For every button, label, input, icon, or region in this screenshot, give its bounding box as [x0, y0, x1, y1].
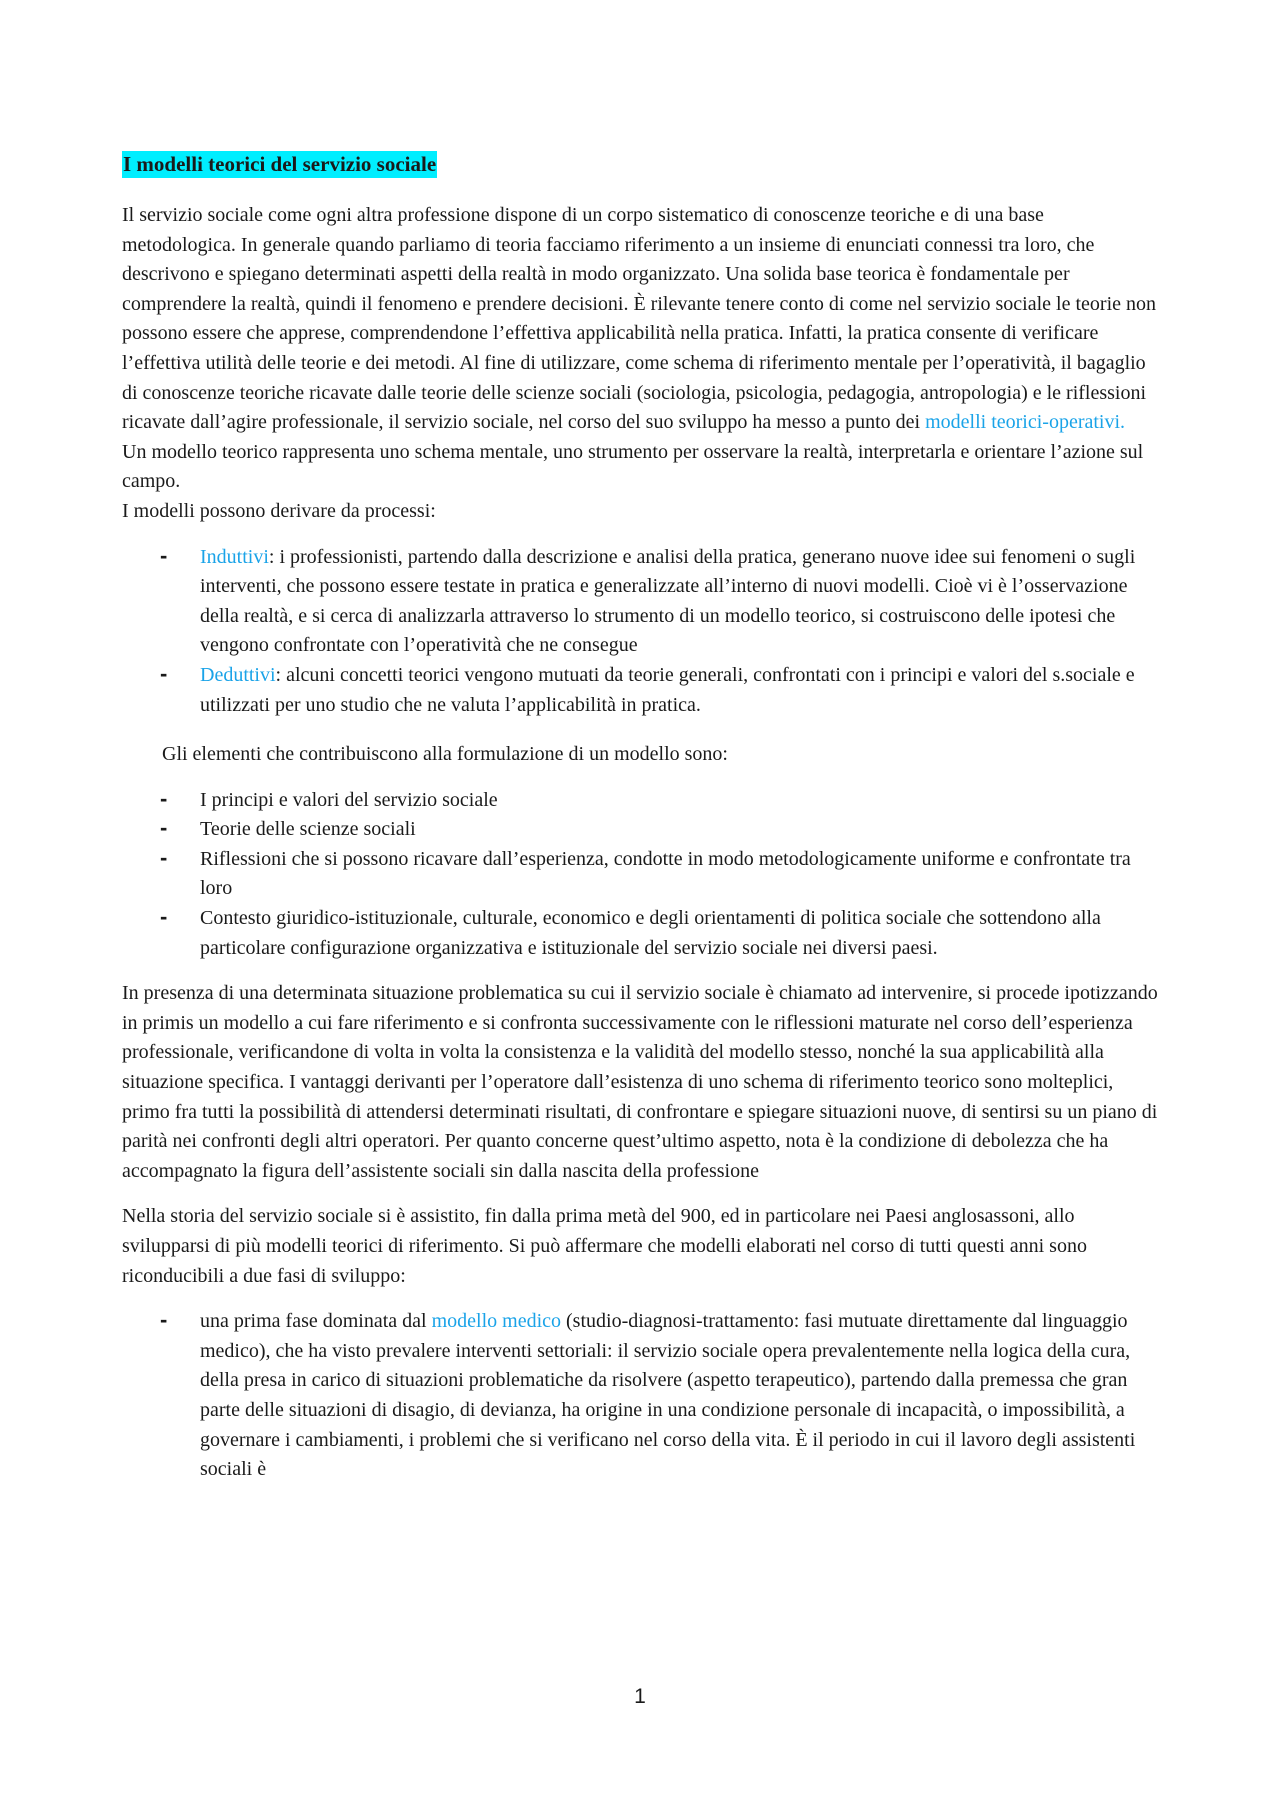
problem-paragraph: In presenza di una determinata situazione problematica su cui il servizio sociale è chiamato ad intervenire, si procede ipotizzando in primis un modello a cui fare riferimento e si confronta successivamente con le riflessioni maturate nel corso dell’esperienza professionale, verificandone di volta in volta la consistenza e la validità del modello stesso, nonché la sua applicabilità alla situazione specifica. I vantaggi derivanti per l’operatore dall’esistenza di uno schema di riferimento teorico sono molteplici, primo fra tutti la possibilità di attendersi determinati risultati, di confrontare e spiegare situazioni nuove, di sentirsi su un piano di parità nei confronti degli altri operatori. Per quanto concerne quest’ultimo aspetto, nota è la condizione di debolezza che ha accompagnato la figura dell’assistente sociali sin dalla nascita della professione — [122, 982, 1158, 1182]
list-item — [160, 904, 1162, 963]
list-item — [160, 542, 1162, 661]
dash-bullet: - — [160, 815, 168, 841]
dash-bullet: - — [160, 844, 168, 870]
list-item — [160, 815, 1162, 845]
element-text: Contesto giuridico-istituzionale, culturale, economico e degli orientamenti di politica sociale che sottendono alla particolare configurazione organizzativa e istituzionale del servizio sociale nei diversi paesi. — [200, 907, 1101, 959]
processes-intro: I modelli possono derivare da processi: — [122, 499, 436, 522]
intro-paragraph — [122, 201, 1162, 438]
page-number: 1 — [634, 1685, 646, 1708]
section-title — [122, 150, 437, 179]
element-text: I principi e valori del servizio sociale — [200, 788, 498, 811]
phase-text-before: una prima fase dominata dal — [200, 1310, 432, 1333]
list-item — [160, 660, 1162, 720]
process-description: : i professionisti, partendo dalla descrizione e analisi della pratica, generano nuove idee sui fenomeni o sugli interventi, che possono essere testate in pratica e generalizzate all’interno di nuovi modelli. Cioè vi è l’osservazione della realtà, e si cerca di analizzarla attraverso lo strumento di un modello teorico, si costruiscono delle ipotesi che vengono confrontate con l’operatività che ne consegue — [200, 545, 1136, 657]
processes-list — [122, 543, 1162, 721]
dash-bullet: - — [160, 660, 168, 686]
intro-highlight-term: modelli teorici-operativi. — [925, 411, 1126, 434]
list-item — [160, 844, 1162, 904]
elements-list — [122, 786, 1162, 964]
process-term: Induttivi — [200, 545, 269, 568]
page-content — [122, 150, 1162, 1485]
process-term: Deduttivi — [200, 663, 276, 686]
elements-intro: Gli elementi che contribuiscono alla formulazione di un modello sono: — [162, 743, 728, 766]
dash-bullet: - — [160, 1307, 168, 1333]
list-item — [160, 1307, 1162, 1485]
dash-bullet: - — [160, 542, 168, 568]
process-description: : alcuni concetti teorici vengono mutuati da teorie generali, confrontati con i principi e valori del s.sociale e utilizzati per uno studio che ne valuta l’applicabilità in pratica. — [200, 663, 1135, 716]
model-definition-paragraph: Un modello teorico rappresenta uno schema mentale, uno strumento per osservare la realtà, interpretarla e orientare l’azione sul campo. — [122, 440, 1144, 493]
phase-text-after: (studio-diagnosi-trattamento: fasi mutuate direttamente dal linguaggio medico), che ha visto prevalere interventi settoriali: il servizio sociale opera prevalentemente nella logica della cura, della presa in carico di situazioni problematiche da risolvere (aspetto terapeutico), partendo dalla premessa che gran parte delle situazioni di disagio, di devianza, ha origine in una condizione personale di incapacità, o impossibilità, a governare i cambiamenti, i problemi che si verificano nel corso della vita. È il periodo in cui il lavoro degli assistenti sociali è — [200, 1310, 1136, 1481]
list-item — [160, 785, 1162, 816]
intro-text: Il servizio sociale come ogni altra professione dispone di un corpo sistematico di conoscenze teoriche e di una base metodologica. In generale quando parliamo di teoria facciamo riferimento a un insieme di enunciati connessi tra loro, che descrivono e spiegano determinati aspetti della realtà in modo organizzato. Una solida base teorica è fondamentale per comprendere la realtà, quindi il fenomeno e prendere decisioni. È rilevante tenere conto di come nel servizio sociale le teorie non possono essere che apprese, comprendendone l’effettiva applicabilità nella pratica. Infatti, la pratica consente di verificare l’effettiva utilità delle teorie e dei metodi. Al fine di utilizzare, come schema di riferimento mentale per l’operatività, il bagaglio di conoscenze teoriche ricavate dalle teorie delle scienze sociali (sociologia, psicologia, pedagogia, antropologia) e le riflessioni ricavate dall’agire professionale, il servizio sociale, nel corso del suo sviluppo ha messo a punto dei — [122, 204, 1157, 434]
phases-list — [122, 1307, 1162, 1485]
section-title-highlight: I modelli teorici del servizio sociale — [123, 152, 437, 176]
history-paragraph: Nella storia del servizio sociale si è assistito, fin dalla prima metà del 900, ed in particolare nei Paesi anglosassoni, allo svilupparsi di più modelli teorici di riferimento. Si può affermare che modelli elaborati nel corso di tutti questi anni sono riconducibili a due fasi di sviluppo: — [122, 1205, 1087, 1287]
dash-bullet: - — [160, 785, 168, 811]
phase-term: modello medico — [431, 1310, 562, 1333]
element-text: Riflessioni che si possono ricavare dall’esperienza, condotte in modo metodologicamente uniforme e confrontate tra loro — [200, 847, 1131, 900]
element-text: Teorie delle scienze sociali — [200, 818, 416, 841]
dash-bullet: - — [160, 904, 168, 930]
